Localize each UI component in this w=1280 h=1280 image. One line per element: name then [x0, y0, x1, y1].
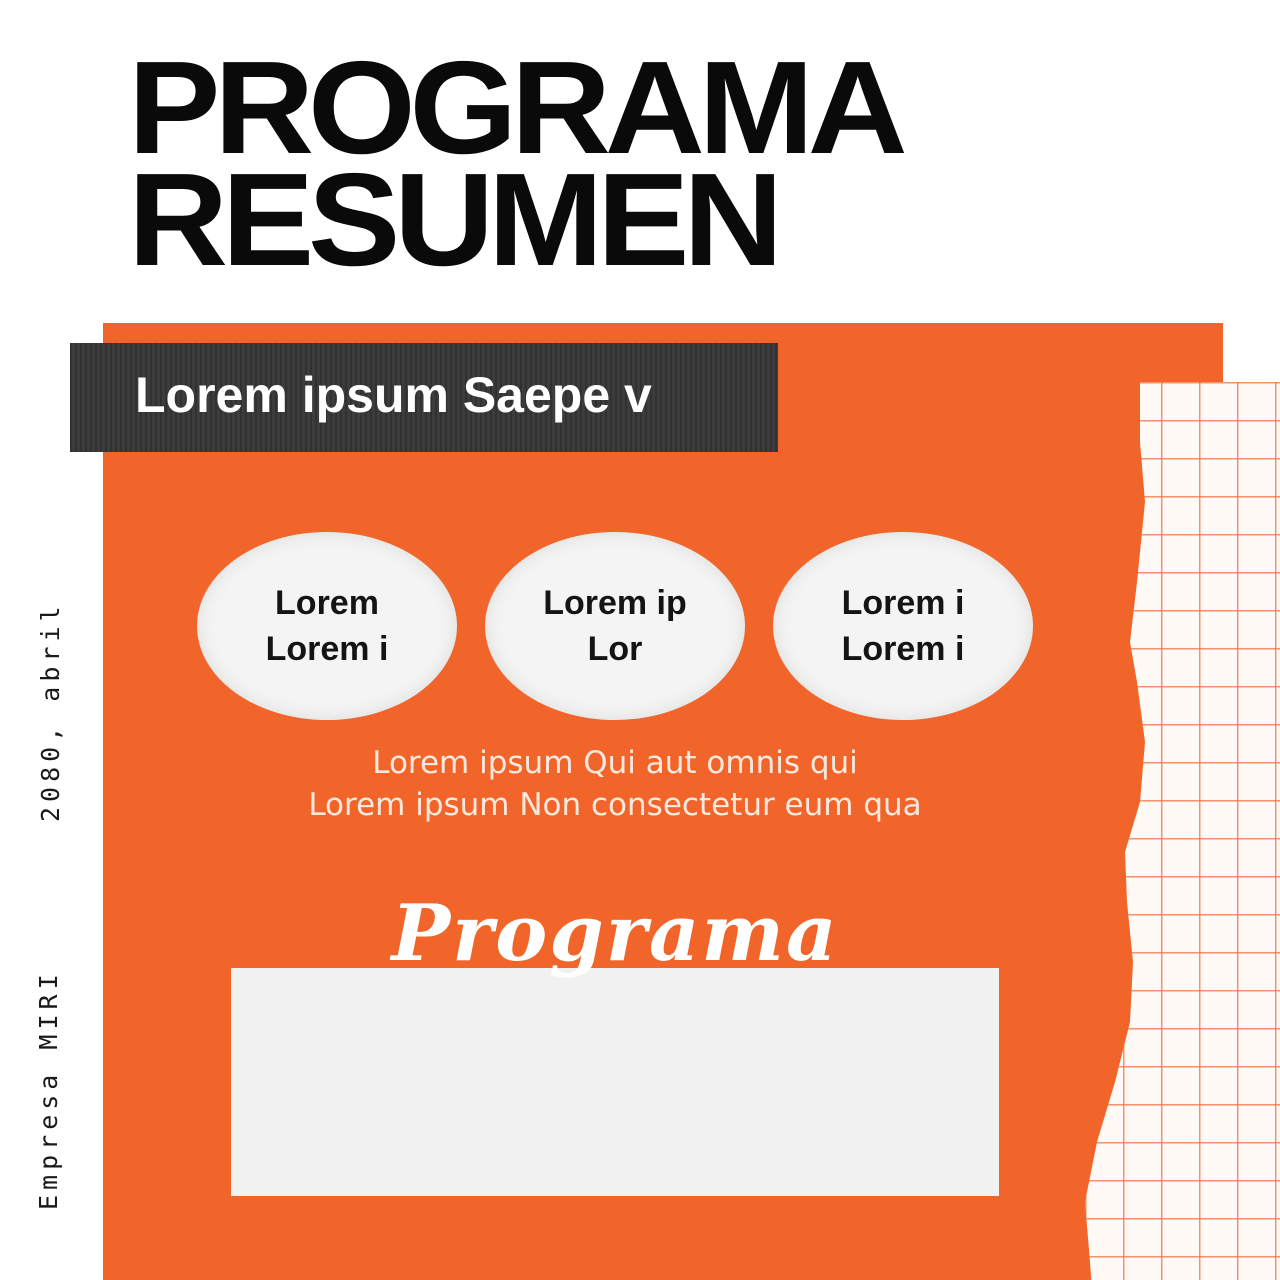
oval-text-1: Lorem Lorem i	[265, 584, 389, 668]
title-line-2: RESUMEN	[128, 146, 777, 293]
side-company: Empresa MIRI	[34, 969, 63, 1210]
oval-text-2: Lorem ip Lor	[543, 584, 687, 668]
description-line-1: Lorem ipsum Qui aut omnis qui	[372, 745, 858, 781]
side-date: 2080, abril	[36, 601, 65, 822]
oval-sticker-1	[197, 532, 457, 720]
program-heading: Programa	[391, 888, 839, 979]
oval-sticker-2	[485, 532, 745, 720]
oval-sticker-3	[773, 532, 1033, 720]
title-line-1: PROGRAMA	[128, 34, 902, 181]
band-heading: Lorem ipsum Saepe v	[135, 367, 652, 423]
description-line-2: Lorem ipsum Non consectetur eum qua	[308, 787, 922, 823]
program-list-box	[231, 968, 999, 1196]
oval-text-3: Lorem i Lorem i	[841, 584, 965, 668]
page-title	[128, 34, 902, 293]
